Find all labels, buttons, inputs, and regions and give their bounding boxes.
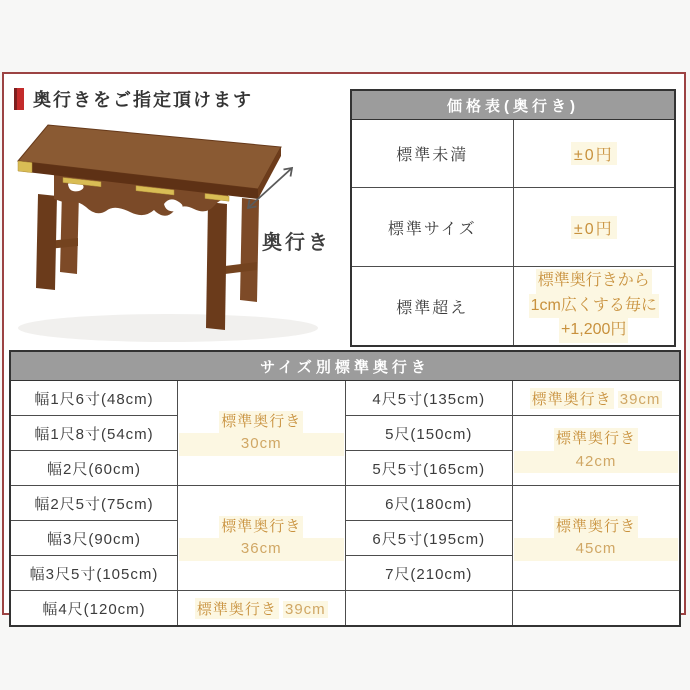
size-cell: 幅1尺8寸(54cm) [10, 416, 178, 451]
price-row-value: ±0円 [513, 188, 675, 267]
size-cell: 7尺(210cm) [345, 556, 513, 591]
price-table [350, 89, 676, 347]
depth-label: 奥行き [262, 232, 331, 254]
size-table-title: サイズ別標準奥行き [10, 351, 680, 381]
size-row [10, 591, 680, 627]
depth-cell: 標準奥行き 39cm [178, 591, 346, 627]
size-cell: 幅4尺(120cm) [10, 591, 178, 627]
heading-marker-icon [14, 88, 24, 110]
price-row-label: 標準未満 [351, 120, 513, 188]
depth-cell: 標準奥行き 30cm [178, 381, 346, 486]
content-panel [2, 72, 686, 618]
size-table [9, 350, 681, 627]
size-cell: 幅1尺6寸(48cm) [10, 381, 178, 416]
size-cell: 5尺5寸(165cm) [345, 451, 513, 486]
size-row [10, 381, 680, 416]
price-table-title: 価格表(奥行き) [351, 90, 675, 120]
size-cell: 5尺(150cm) [345, 416, 513, 451]
size-cell: 幅3尺(90cm) [10, 521, 178, 556]
size-cell: 幅2尺(60cm) [10, 451, 178, 486]
page-title: 奥行きをご指定頂けます [33, 90, 253, 110]
size-row [10, 486, 680, 521]
size-row [10, 416, 680, 451]
size-cell: 幅3尺5寸(105cm) [10, 556, 178, 591]
price-row [351, 120, 675, 188]
price-row-value: 標準奥行きから 1cm広くする毎に +1,200円 [513, 267, 675, 347]
size-cell: 幅2尺5寸(75cm) [10, 486, 178, 521]
size-cell: 6尺5寸(195cm) [345, 521, 513, 556]
size-cell-empty [345, 591, 513, 627]
depth-cell: 標準奥行き 39cm [513, 381, 681, 416]
price-row-label: 標準超え [351, 267, 513, 347]
depth-cell-empty [513, 591, 681, 627]
section-heading [14, 86, 253, 112]
price-row [351, 188, 675, 267]
depth-cell: 標準奥行き 45cm [513, 486, 681, 591]
price-row-label: 標準サイズ [351, 188, 513, 267]
depth-cell: 標準奥行き 42cm [513, 416, 681, 486]
price-row-value: ±0円 [513, 120, 675, 188]
size-cell: 6尺(180cm) [345, 486, 513, 521]
price-row [351, 267, 675, 347]
depth-cell: 標準奥行き 36cm [178, 486, 346, 591]
size-cell: 4尺5寸(135cm) [345, 381, 513, 416]
